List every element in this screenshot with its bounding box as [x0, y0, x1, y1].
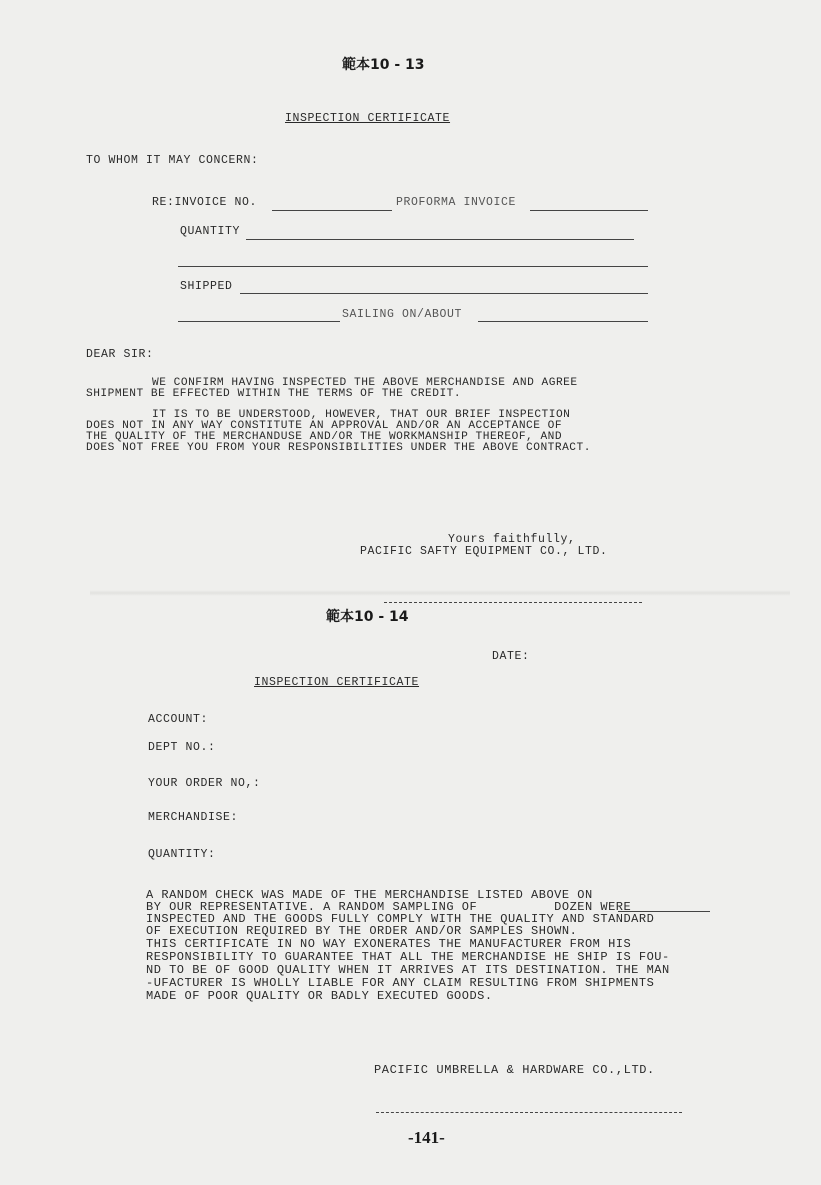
- shipped-label: SHIPPED: [180, 280, 233, 293]
- blank-line: [178, 266, 648, 267]
- body-line-6: RESPONSIBILITY TO GUARANTEE THAT ALL THE MERCHANDISE HE SHIP IS FOU-: [146, 950, 670, 964]
- signature-dashed-line-2: [376, 1112, 682, 1113]
- quantity-label-2: QUANTITY:: [148, 848, 216, 861]
- body-line-2: BY OUR REPRESENTATIVE. A RANDOM SAMPLING OF DOZEN WERE: [146, 900, 632, 914]
- date-label: DATE:: [492, 650, 530, 663]
- sailing-right-line: [478, 321, 648, 322]
- account-label: ACCOUNT:: [148, 713, 209, 726]
- dear-sir: DEAR SIR:: [86, 348, 154, 361]
- certificate-title-2: INSPECTION CERTIFICATE: [254, 676, 420, 689]
- company-signature-2: PACIFIC UMBRELLA & HARDWARE CO.,LTD.: [374, 1063, 655, 1077]
- shipped-line: [240, 293, 648, 294]
- body-line-1: A RANDOM CHECK WAS MADE OF THE MERCHANDISE LISTED ABOVE ON: [146, 888, 593, 902]
- body-line-7: ND TO BE OF GOOD QUALITY WHEN IT ARRIVES AT ITS DESTINATION. THE MAN: [146, 963, 670, 977]
- re-invoice-label: RE:INVOICE NO.: [152, 196, 258, 209]
- body-line-4: OF EXECUTION REQUIRED BY THE ORDER AND/OR SAMPLES SHOWN.: [146, 924, 578, 938]
- quantity-line: [246, 239, 634, 240]
- template-header-13: 範本10 - 13: [342, 57, 425, 73]
- salutation-to-whom: TO WHOM IT MAY CONCERN:: [86, 154, 259, 167]
- paragraph-2-line-2: DOES NOT IN ANY WAY CONSTITUTE AN APPROVAL AND/OR AN ACCEPTANCE OF: [86, 420, 563, 432]
- signature-dashed-line-1: [384, 602, 642, 603]
- body-line-9: MADE OF POOR QUALITY OR BADLY EXECUTED GOODS.: [146, 989, 493, 1003]
- company-signature-1: PACIFIC SAFTY EQUIPMENT CO., LTD.: [360, 545, 608, 558]
- sailing-left-line: [178, 321, 340, 322]
- paper-crease: [90, 590, 790, 596]
- body-line-5: THIS CERTIFICATE IN NO WAY EXONERATES THE MANUFACTURER FROM HIS: [146, 937, 632, 951]
- your-order-no-label: YOUR ORDER NO,:: [148, 777, 261, 790]
- sailing-label: SAILING ON/ABOUT: [342, 308, 463, 321]
- paragraph-2-line-4: DOES NOT FREE YOU FROM YOUR RESPONSIBILITIES UNDER THE ABOVE CONTRACT.: [86, 442, 591, 454]
- template-header-14: 範本10 - 14: [326, 609, 409, 625]
- page-number: -141-: [408, 1128, 445, 1147]
- certificate-title-1: INSPECTION CERTIFICATE: [285, 112, 451, 125]
- body-line-3: INSPECTED AND THE GOODS FULLY COMPLY WITH THE QUALITY AND STANDARD: [146, 912, 655, 926]
- proforma-line: [530, 210, 648, 211]
- paragraph-1-line-1: WE CONFIRM HAVING INSPECTED THE ABOVE MERCHANDISE AND AGREE: [152, 377, 578, 389]
- paragraph-2-line-3: THE QUALITY OF THE MERCHANDUSE AND/OR THE WORKMANSHIP THEREOF, AND: [86, 431, 563, 443]
- invoice-no-line: [272, 210, 392, 211]
- dept-no-label: DEPT NO.:: [148, 741, 216, 754]
- paragraph-2-line-1: IT IS TO BE UNDERSTOOD, HOWEVER, THAT OUR BRIEF INSPECTION: [152, 409, 571, 421]
- merchandise-label: MERCHANDISE:: [148, 811, 239, 824]
- proforma-invoice-label: PROFORMA INVOICE: [396, 196, 517, 209]
- closing-yours-faithfully: Yours faithfully,: [448, 533, 576, 546]
- paragraph-1-line-2: SHIPMENT BE EFFECTED WITHIN THE TERMS OF THE CREDIT.: [86, 388, 462, 400]
- body-line-8: -UFACTURER IS WHOLLY LIABLE FOR ANY CLAIM RESULTING FROM SHIPMENTS: [146, 976, 655, 990]
- quantity-label: QUANTITY: [180, 225, 241, 238]
